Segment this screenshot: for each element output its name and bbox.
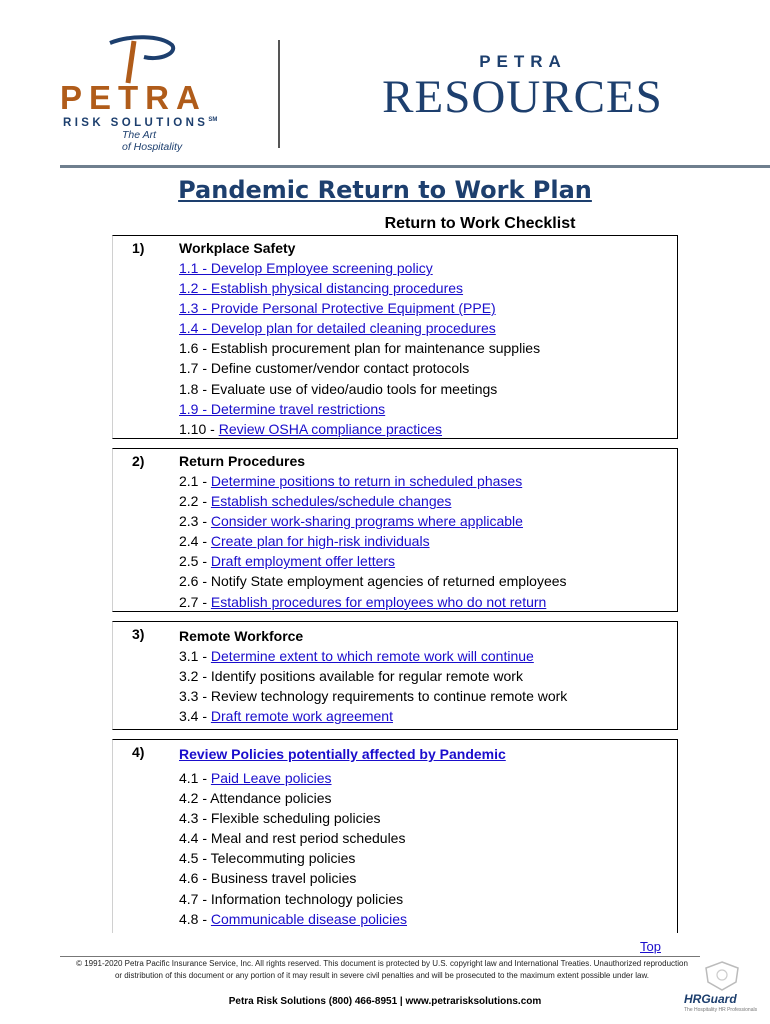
checklist-link-item[interactable]: 2.2 - Establish schedules/schedule changes <box>179 493 452 510</box>
checklist-link-item[interactable]: 2.4 - Create plan for high-risk individuals <box>179 533 430 550</box>
checklist-link-item[interactable]: 3.1 - Determine extent to which remote work will continue <box>179 648 534 664</box>
checklist-link-item[interactable]: 4.8 - Communicable disease policies <box>179 910 408 927</box>
checklist-link-item[interactable]: 4.1 - Paid Leave policies <box>179 770 332 786</box>
checklist-item: 4.2 - Attendance policies <box>179 790 332 807</box>
checklist-link-item[interactable]: 2.5 - Draft employment offer letters <box>179 553 396 570</box>
checklist-link-item[interactable]: 1.3 - Provide Personal Protective Equipment (PPE) <box>179 300 496 317</box>
checklist-item: 4.4 - Meal and rest period schedules <box>179 830 406 847</box>
footer-rule <box>60 956 700 957</box>
checklist-link-item[interactable]: 1.1 - Develop Employee screening policy <box>179 260 433 276</box>
checklist-item: 4.5 - Telecommuting policies <box>179 850 356 867</box>
section-heading: Return Procedures <box>179 453 306 469</box>
top-link[interactable]: Top <box>640 939 661 954</box>
checklist-link-item[interactable]: 2.7 - Establish procedures for employees who do not return <box>179 593 547 610</box>
petra-p-mark-icon <box>100 35 180 85</box>
section-heading-link[interactable]: Review Policies potentially affected by Pandemic <box>179 746 506 762</box>
copyright-notice: © 1991-2020 Petra Pacific Insurance Service, Inc. All rights reserved. This document is protected by U.S. copyright law and International Treaties. Unauthorized reproduction or distribution of this document or any portion of it may result in severe civil penalties and will be prosecuted to the maximum extent possible under law. <box>76 959 688 980</box>
checklist-link-item[interactable]: 1.2 - Establish physical distancing procedures <box>179 280 464 297</box>
risk-solutions-wordmark: RISK SOLUTIONS℠ <box>63 117 218 129</box>
checklist-item: 4.7 - Information technology policies <box>179 890 404 907</box>
footer-contact: Petra Risk Solutions (800) 466-8951 | www.petrarisksolutions.com <box>228 996 542 1007</box>
checklist-item: 4.3 - Flexible scheduling policies <box>179 810 381 827</box>
section-number: 1) <box>132 240 145 256</box>
checklist-link-item[interactable]: 1.10 - Review OSHA compliance practices <box>179 420 443 437</box>
checklist-item: 1.6 - Establish procurement plan for maintenance supplies <box>179 340 541 357</box>
hrguard-logo <box>684 956 764 1016</box>
petra-resources-wordmark: RESOURCES <box>382 71 663 123</box>
petra-wordmark: PETRA <box>60 79 207 116</box>
section-remote-workforce <box>112 621 678 730</box>
section-number: 3) <box>132 626 145 642</box>
section-heading: Remote Workforce <box>179 628 304 644</box>
checklist-link-item[interactable]: 2.3 - Consider work-sharing programs where applicable <box>179 513 523 530</box>
petra-risk-solutions-logo <box>60 35 280 155</box>
section-workplace-safety <box>112 235 678 439</box>
shield-icon <box>702 960 742 992</box>
petra-resources-top-word: PETRA <box>479 52 567 71</box>
section-number: 4) <box>132 744 145 760</box>
checklist-item: 3.3 - Review technology requirements to continue remote work <box>179 688 568 705</box>
section-return-procedures <box>112 448 678 612</box>
checklist-link-item[interactable]: 2.1 - Determine positions to return in scheduled phases <box>179 473 523 489</box>
checklist-link-item[interactable]: 1.9 - Determine travel restrictions <box>179 400 386 417</box>
checklist-link-item[interactable]: 1.4 - Develop plan for detailed cleaning procedures <box>179 320 496 337</box>
checklist-item: 2.6 - Notify State employment agencies of returned employees <box>179 573 567 590</box>
section-review-policies <box>112 739 678 933</box>
header-divider <box>278 40 280 148</box>
checklist-subtitle: Return to Work Checklist <box>384 215 576 232</box>
hrguard-tagline: The Hospitality HR Professionals <box>684 1007 758 1013</box>
hrguard-wordmark: HRGuard <box>684 992 737 1006</box>
logo-tagline: The Art of Hospitality <box>122 129 183 153</box>
checklist-item: 3.2 - Identify positions available for regular remote work <box>179 668 523 685</box>
page-title: Pandemic Return to Work Plan <box>178 176 592 204</box>
checklist-item: 4.6 - Business travel policies <box>179 870 357 887</box>
section-heading: Workplace Safety <box>179 240 296 256</box>
checklist-item: 1.7 - Define customer/vendor contact protocols <box>179 360 470 377</box>
section-number: 2) <box>132 453 145 469</box>
header-rule <box>60 165 770 168</box>
checklist-item: 1.8 - Evaluate use of video/audio tools for meetings <box>179 380 498 397</box>
checklist-link-item[interactable]: 3.4 - Draft remote work agreement <box>179 708 393 725</box>
